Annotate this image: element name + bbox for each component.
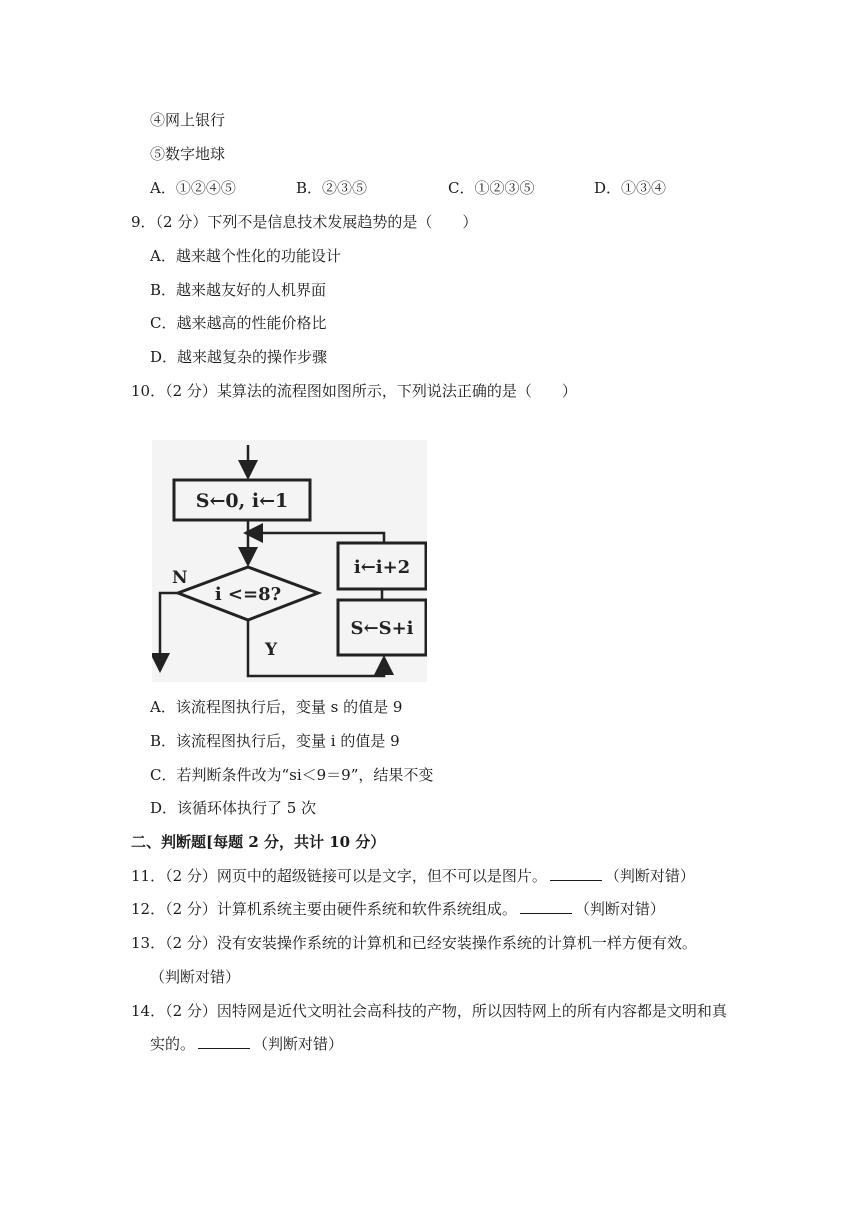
- q10-option-c: C．若判断条件改为“si＜9＝9”，结果不变: [150, 766, 434, 784]
- q9-option-c: C．越来越高的性能价格比: [150, 314, 327, 332]
- q8-item-5: ⑤数字地球: [150, 145, 226, 163]
- q9-option-b: B．越来越友好的人机界面: [150, 281, 327, 299]
- q8-option-c: C．①②③⑤: [448, 179, 535, 197]
- q9-stem: 9．（2 分）下列不是信息技术发展趋势的是（ ）: [131, 213, 478, 231]
- step-sum-text: S←S+i: [350, 618, 414, 639]
- q11-tail: （判断对错）: [604, 867, 695, 885]
- q12-stem: 12．（2 分）计算机系统主要由硬件系统和软件系统组成。: [131, 900, 517, 918]
- q14-tail: （判断对错）: [253, 1035, 344, 1053]
- q8-option-b: B．②③⑤: [296, 179, 368, 197]
- q9-option-a: A．越来越个性化的功能设计: [150, 247, 341, 265]
- q8-item-4: ④网上银行: [150, 111, 226, 129]
- q12-answer-blank: [520, 899, 572, 914]
- q12: [131, 899, 665, 919]
- q10-option-a: A．该流程图执行后，变量 s 的值是 9: [150, 698, 403, 716]
- q10-option-d: D．该循环体执行了 5 次: [150, 799, 317, 817]
- yes-label: Y: [265, 640, 278, 660]
- no-label: N: [172, 568, 188, 588]
- q11: [131, 866, 695, 886]
- q8-option-d: D．①③④: [594, 179, 667, 197]
- q14-continuation: [150, 1034, 343, 1054]
- flowchart-figure: [152, 440, 427, 682]
- q8-option-a: A．①②④⑤: [150, 179, 236, 197]
- q11-stem: 11．（2 分）网页中的超级链接可以是文字，但不可以是图片。: [131, 867, 547, 885]
- q13-stem: 13．（2 分）没有安装操作系统的计算机和已经安装操作系统的计算机一样方便有效。: [131, 934, 697, 952]
- q14-answer-blank: [198, 1034, 250, 1049]
- q13-tail: （判断对错）: [150, 968, 241, 986]
- q10-option-b: B．该流程图执行后，变量 i 的值是 9: [150, 732, 400, 750]
- q14-cont: 实的。: [150, 1035, 196, 1053]
- init-text: S←0, i←1: [195, 490, 289, 512]
- q9-option-d: D．越来越复杂的操作步骤: [150, 348, 328, 366]
- step-increment-text: i←i+2: [353, 557, 411, 578]
- decision-text: i <=8?: [214, 584, 282, 605]
- q14-stem: 14．（2 分）因特网是近代文明社会高科技的产物，所以因特网上的所有内容都是文明和真: [131, 1002, 727, 1020]
- q12-tail: （判断对错）: [574, 900, 665, 918]
- q11-answer-blank: [550, 866, 602, 881]
- section-2-title: 二、判断题[每题 2 分，共计 10 分）: [131, 833, 386, 851]
- q10-stem: 10．（2 分）某算法的流程图如图所示，下列说法正确的是（ ）: [131, 382, 577, 400]
